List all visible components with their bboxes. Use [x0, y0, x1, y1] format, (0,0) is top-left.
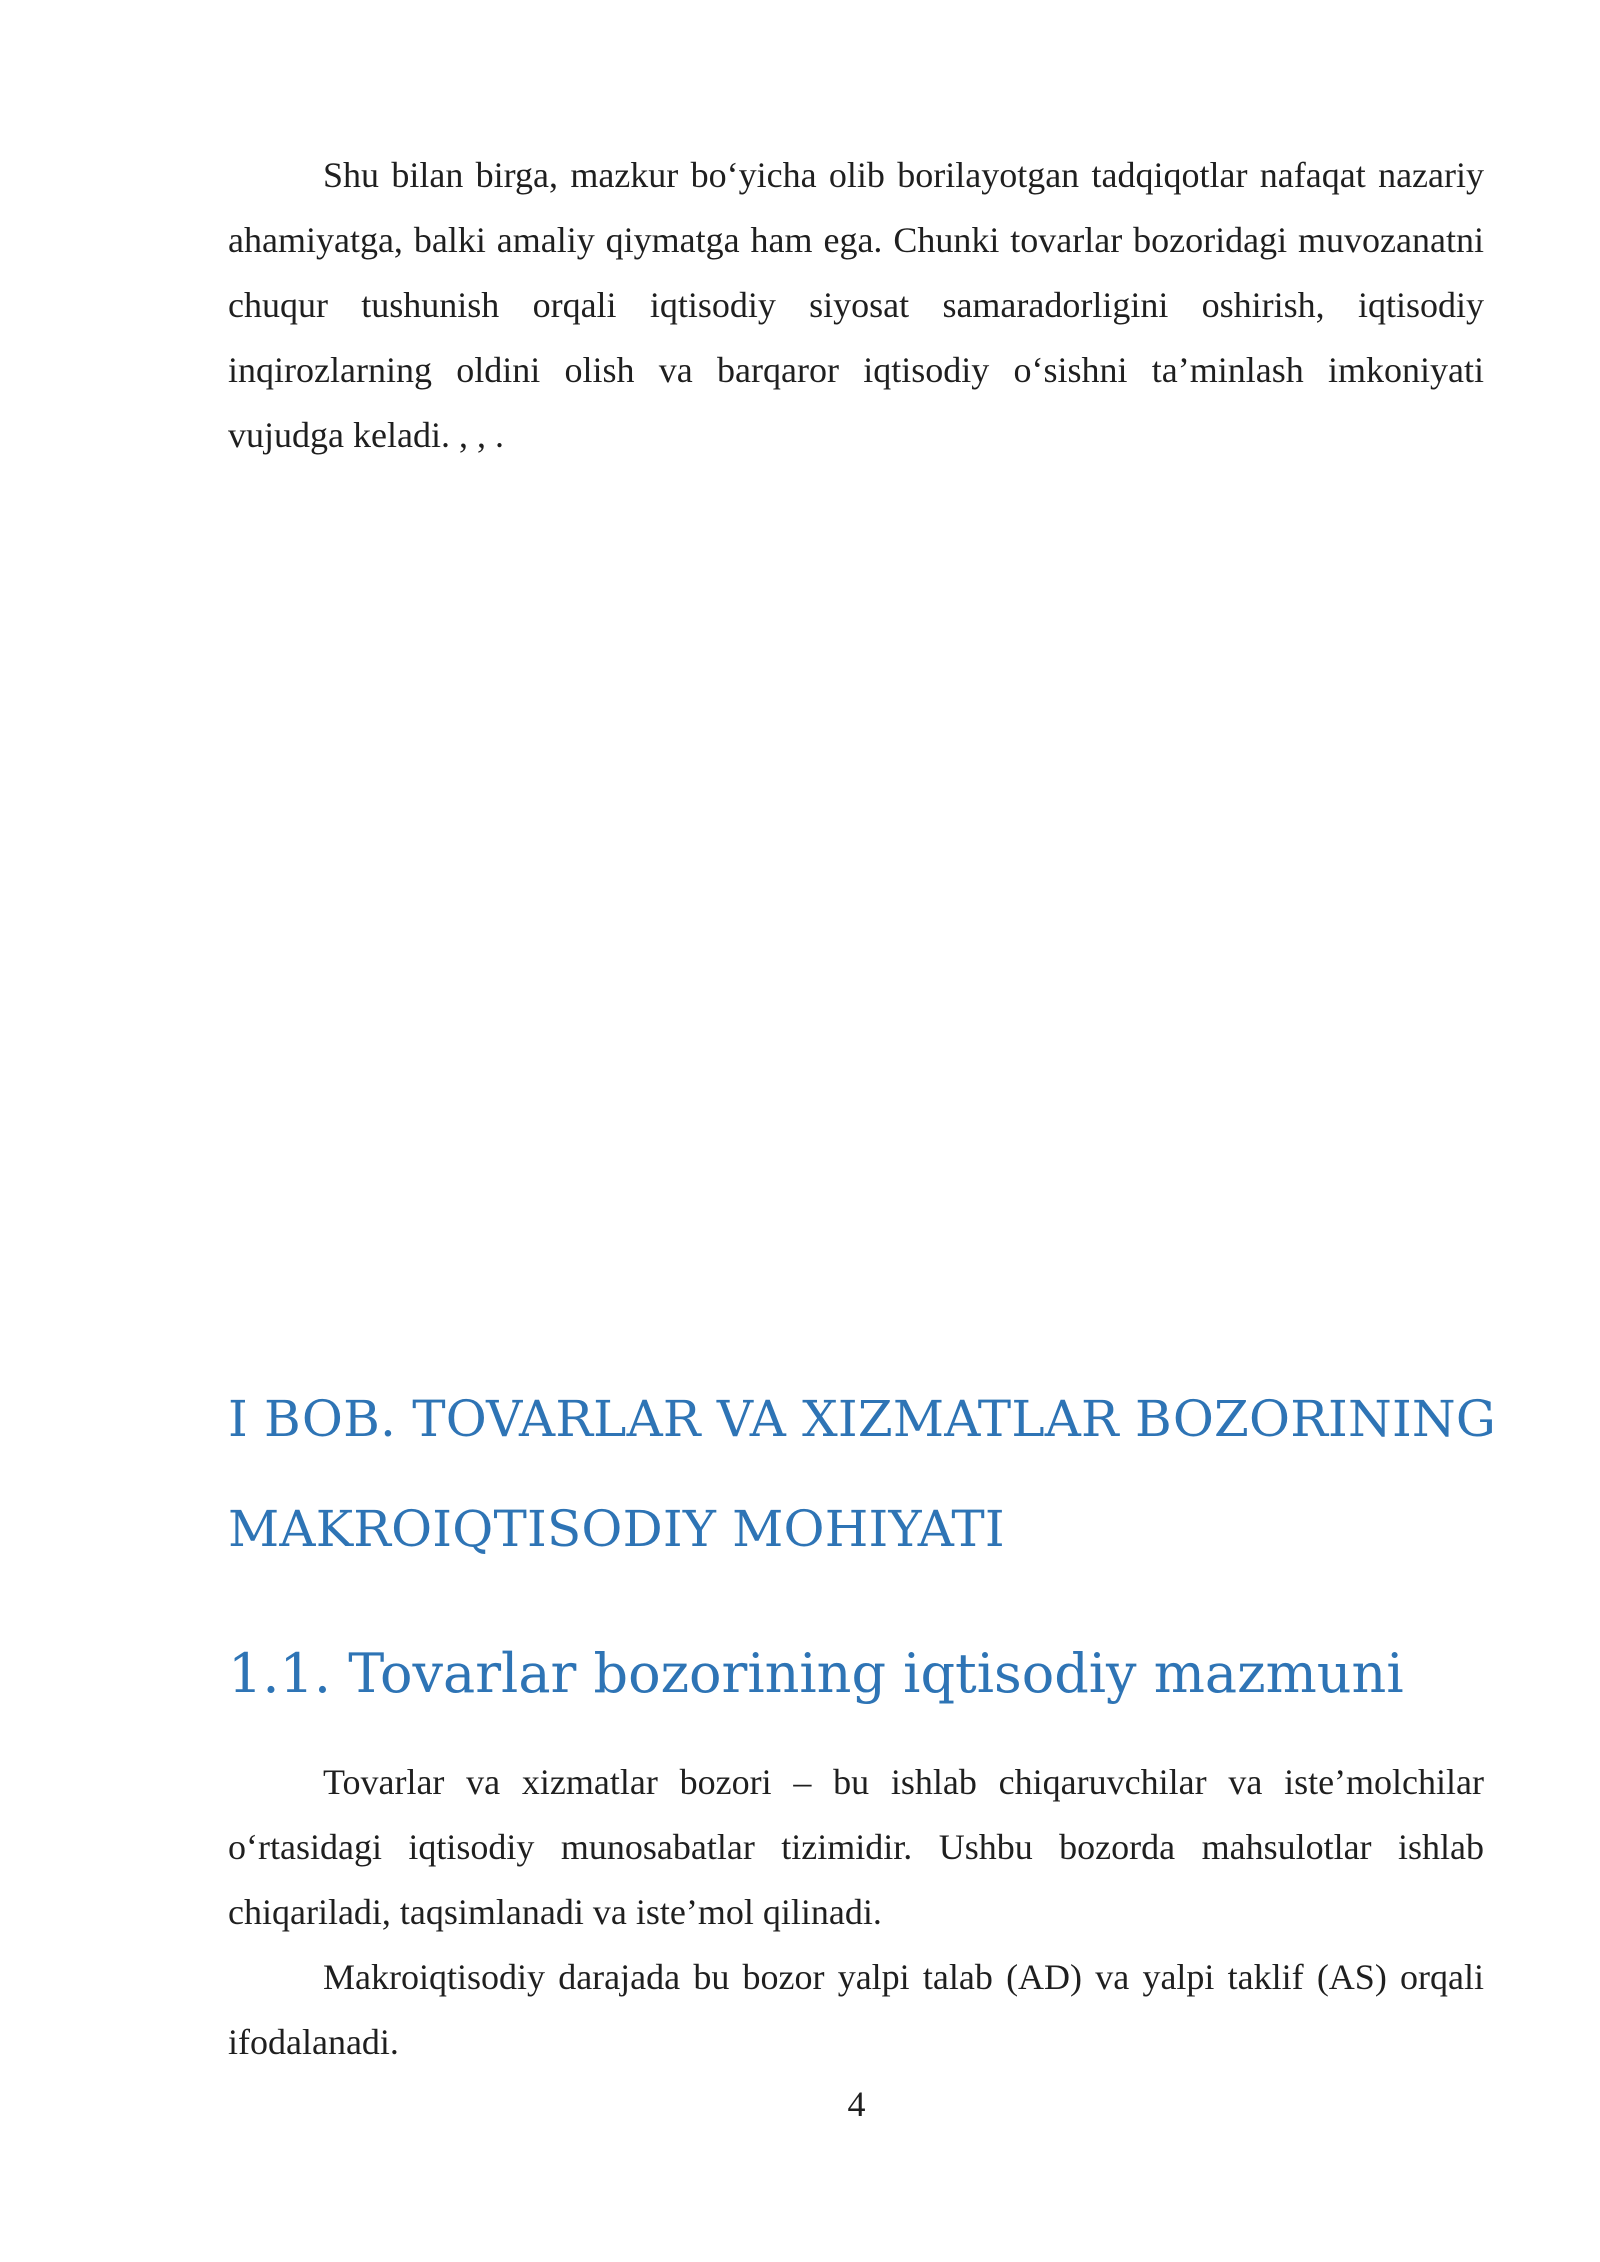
- section-paragraph-1: Tovarlar va xizmatlar bozori – bu ishlab chiqaruvchilar va iste’molchilar o‘rtasidagi iqtisodiy munosabatlar tizimidir. Ushbu bozorda mahsulotlar ishlab chiqariladi, taqsimlanadi va iste’mol qilinadi.: [228, 1762, 1484, 1932]
- section-title: 1.1. Tovarlar bozorining iqtisodiy mazmuni: [228, 1642, 1404, 1705]
- section-body: [228, 1750, 1484, 2075]
- section-paragraph-2: Makroiqtisodiy darajada bu bozor yalpi talab (AD) va yalpi taklif (AS) orqali ifodalanadi.: [228, 1957, 1484, 2062]
- intro-text: [228, 143, 1484, 468]
- chapter-title-line-2: MAKROIQTISODIY MOHIYATI: [228, 1500, 1005, 1558]
- page-number: 4: [847, 2084, 866, 2124]
- chapter-title-line-1: I BOB. TOVARLAR VA XIZMATLAR BOZORINING: [228, 1390, 1496, 1448]
- chapter-title: [228, 1364, 1528, 1584]
- intro-paragraph: Shu bilan birga, mazkur bo‘yicha olib borilayotgan tadqiqotlar nafaqat nazariy ahamiyatga, balki amaliy qiymatga ham ega. Chunki tovarlar bozoridagi muvozanatni chuqur tushunish orqali iqtisodiy siyosat samaradorligini oshirish, iqtisodiy inqirozlarning oldini olish va barqaror iqtisodiy o‘sishni ta’minlash imkoniyati vujudga keladi. , , .: [228, 155, 1484, 455]
